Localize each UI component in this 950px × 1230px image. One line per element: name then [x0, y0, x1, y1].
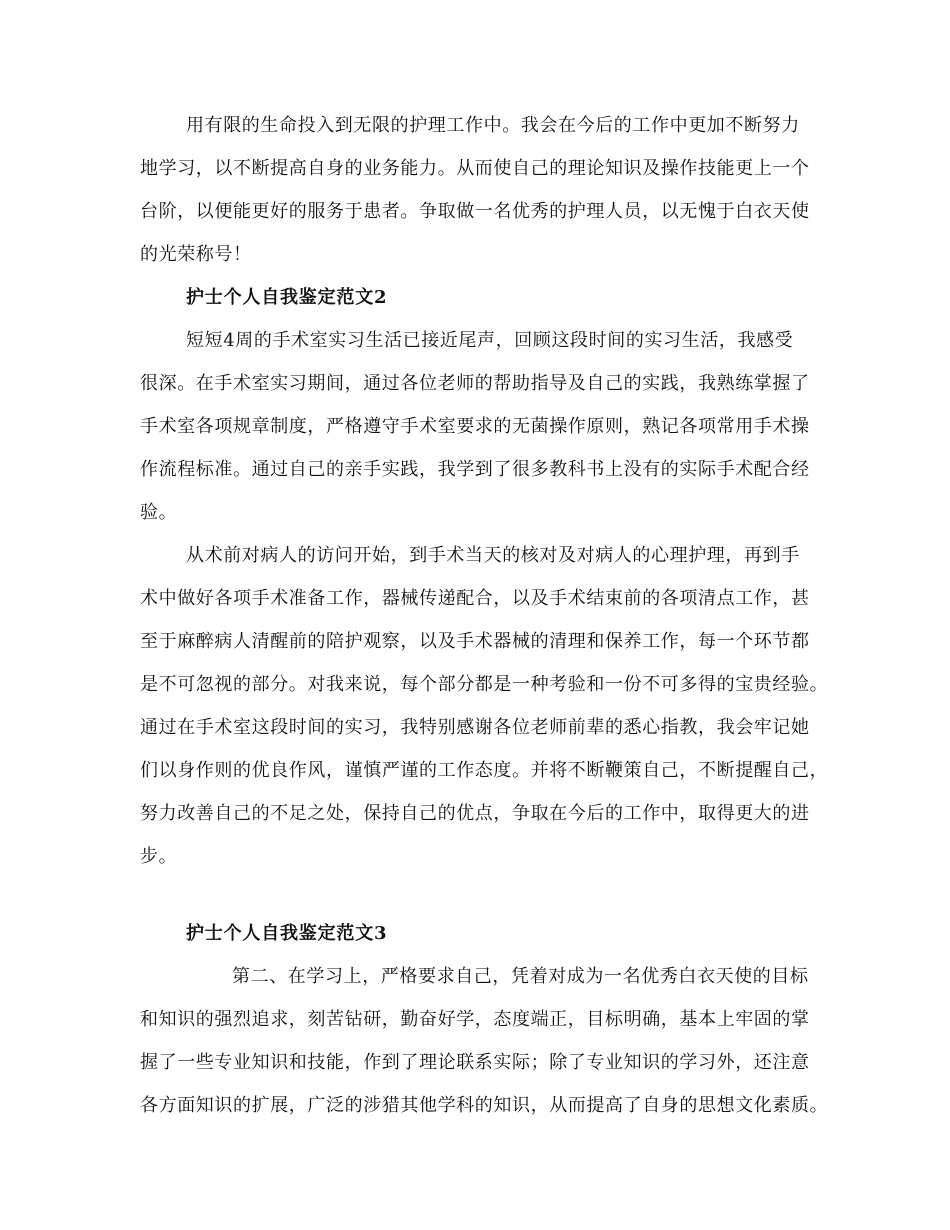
- section-3-para-line-1: 第二、在学习上，严格要求自己，凭着对成为一名优秀白衣天使的目标: [232, 966, 809, 987]
- paragraph-1-line-2: 地学习，以不断提高自身的业务能力。从而使自己的理论知识及操作技能更上一个: [140, 158, 810, 179]
- section-2-para-b-line-6: 们以身作则的优良作风，谨慎严谨的工作态度。并将不断鞭策自己，不断提醒自己，: [140, 760, 829, 781]
- section-2-para-a-line-5: 验。: [140, 502, 178, 523]
- section-2-para-b-line-7: 努力改善自己的不足之处，保持自己的优点，争取在今后的工作中，取得更大的进: [140, 803, 810, 824]
- section-3-para-line-3: 握了一些专业知识和技能，作到了理论联系实际；除了专业知识的学习外，还注意: [140, 1052, 810, 1073]
- paragraph-1-line-4: 的光荣称号！: [140, 244, 252, 265]
- section-3-para-line-4: 各方面知识的扩展，广泛的涉猎其他学科的知识，从而提高了自身的思想文化素质。: [140, 1095, 829, 1116]
- section-2-para-b-line-4: 是不可忽视的部分。对我来说，每个部分都是一种考验和一份不可多得的宝贵经验。: [140, 674, 829, 695]
- section-2-para-b-line-5: 通过在手术室这段时间的实习，我特别感谢各位老师前辈的悉心指教，我会牢记她: [140, 717, 810, 738]
- section-2-para-a-line-3: 手术室各项规章制度，严格遵守手术室要求的无菌操作原则，熟记各项常用手术操: [140, 416, 810, 437]
- paragraph-1-line-3: 台阶，以便能更好的服务于患者。争取做一名优秀的护理人员，以无愧于白衣天使: [140, 201, 810, 222]
- section-2-para-b-line-3: 至于麻醉病人清醒前的陪护观察，以及手术器械的清理和保养工作，每一个环节都: [140, 631, 810, 652]
- section-2-para-b-line-8: 步。: [140, 846, 178, 867]
- section-2-para-b-line-2: 术中做好各项手术准备工作，器械传递配合，以及手术结束前的各项清点工作，甚: [140, 588, 810, 609]
- section-3-heading: 护士个人自我鉴定范文3: [186, 923, 388, 944]
- section-2-para-a-line-4: 作流程标准。通过自己的亲手实践，我学到了很多教科书上没有的实际手术配合经: [140, 459, 810, 480]
- paragraph-1-line-1: 用有限的生命投入到无限的护理工作中。我会在今后的工作中更加不断努力: [186, 115, 800, 136]
- section-2-para-a-line-1: 短短4周的手术室实习生活已接近尾声，回顾这段时间的实习生活，我感受: [186, 330, 794, 351]
- section-2-para-a-line-2: 很深。在手术室实习期间，通过各位老师的帮助指导及自己的实践，我熟练掌握了: [140, 373, 810, 394]
- section-3-para-line-2: 和知识的强烈追求，刻苦钻研，勤奋好学，态度端正，目标明确，基本上牢固的掌: [140, 1009, 810, 1030]
- section-2-para-b-line-1: 从术前对病人的访问开始，到手术当天的核对及对病人的心理护理，再到手: [186, 545, 800, 566]
- section-2-heading: 护士个人自我鉴定范文2: [186, 287, 388, 308]
